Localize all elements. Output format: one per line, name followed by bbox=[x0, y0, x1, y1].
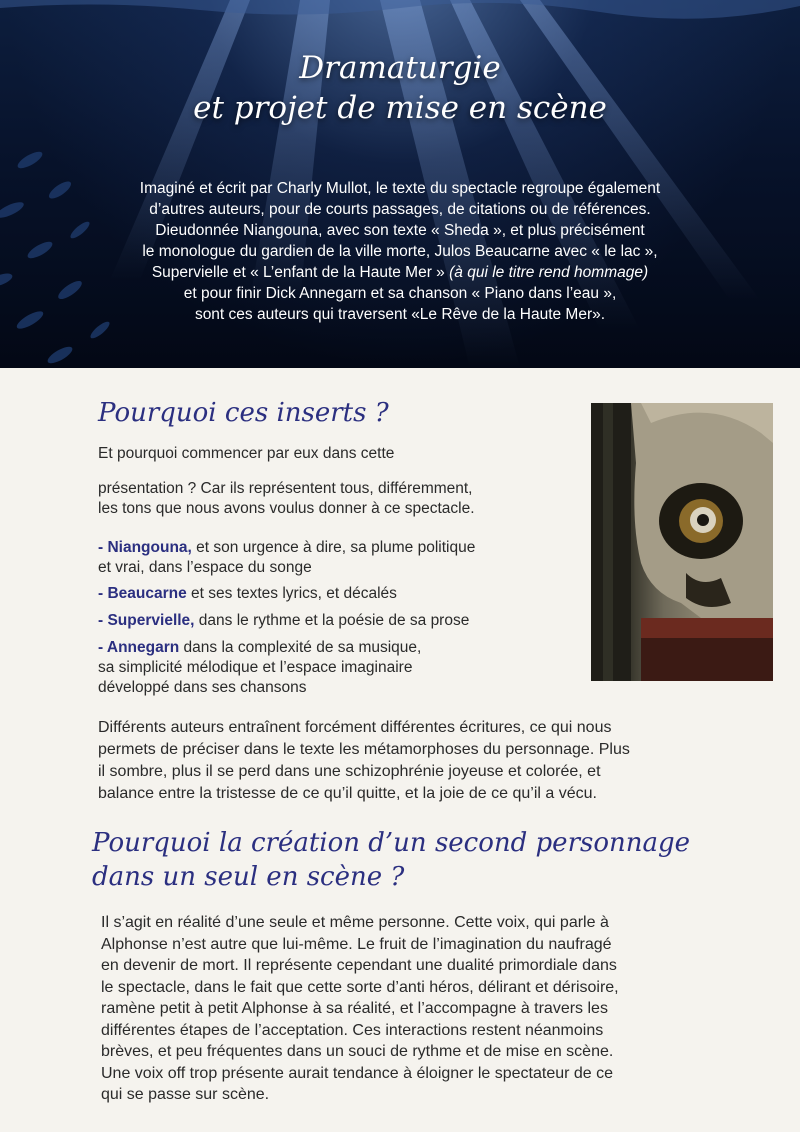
title-line-1: Dramaturgie bbox=[299, 50, 501, 86]
text-line: présentation ? Car ils représentent tous, différemment, bbox=[98, 480, 473, 497]
heading-line: Pourquoi la création d’un second personnage bbox=[92, 828, 691, 858]
heading-line: dans un seul en scène ? bbox=[92, 862, 405, 892]
text-line: permets de préciser dans le texte les métamorphoses du personnage. Plus bbox=[98, 741, 630, 758]
text-line: balance entre la tristesse de ce qu’il quitte, et la joie de ce qu’il a vécu. bbox=[98, 785, 597, 802]
text-line: différentes étapes de l’acceptation. Ces interactions restent néanmoins bbox=[101, 1021, 604, 1039]
section1-p1: Et pourquoi commencer par eux dans cette bbox=[98, 445, 395, 462]
text-line: Une voix off trop présente aurait tendance à éloigner le spectateur de ce bbox=[101, 1064, 614, 1082]
intro-paragraph bbox=[70, 178, 730, 325]
author-text: et vrai, dans l’espace du songe bbox=[98, 559, 312, 576]
section2-heading bbox=[92, 826, 690, 894]
intro-line: d’autres auteurs, pour de courts passages, de citations ou de références. bbox=[149, 201, 651, 218]
section1-p2 bbox=[98, 479, 475, 519]
intro-line: Dieudonnée Niangouna, avec son texte « Sheda », et plus précisément bbox=[155, 222, 645, 239]
text-line: en devenir de mort. Il représente cependant une dualité primordiale dans bbox=[101, 957, 617, 974]
section1-heading: Pourquoi ces inserts ? bbox=[98, 398, 389, 428]
text-line: Alphonse n’est autre que lui-même. Le fruit de l’imagination du naufragé bbox=[101, 935, 612, 953]
hero-banner bbox=[0, 0, 800, 368]
skull-photo bbox=[591, 403, 773, 681]
author-name: - Supervielle, bbox=[98, 612, 195, 629]
intro-italic-note: (à qui le titre rend hommage) bbox=[449, 264, 649, 281]
page-title bbox=[0, 48, 800, 128]
author-text: et son urgence à dire, sa plume politique bbox=[191, 539, 476, 556]
author-name: - Beaucarne bbox=[98, 585, 187, 602]
author-name: - Annegarn bbox=[98, 639, 180, 656]
text-line: le spectacle, dans le fait que cette sorte d’anti héros, délirant et dérisoire, bbox=[101, 978, 619, 996]
text-line: les tons que nous avons voulus donner à ce spectacle. bbox=[98, 500, 475, 517]
author-name: - Niangouna, bbox=[98, 539, 192, 556]
author-item-annegarn bbox=[98, 638, 421, 698]
text-line: brèves, et peu fréquentes dans un souci de rythme et de mise en scène. bbox=[101, 1043, 614, 1060]
section2-paragraph bbox=[101, 912, 619, 1106]
author-text: sa simplicité mélodique et l’espace imaginaire bbox=[98, 659, 413, 676]
intro-text: Supervielle et « L’enfant de la Haute Mer » bbox=[151, 264, 445, 281]
author-item-beaucarne bbox=[98, 584, 397, 604]
author-item-niangouna bbox=[98, 538, 475, 578]
intro-line bbox=[70, 262, 730, 283]
section1-p3 bbox=[98, 717, 630, 805]
author-item-supervielle bbox=[98, 611, 469, 631]
title-line-2: et projet de mise en scène bbox=[193, 90, 607, 126]
text-line: Il s’agit en réalité d’une seule et même personne. Cette voix, qui parle à bbox=[101, 914, 609, 931]
author-text: dans la complexité de sa musique, bbox=[179, 639, 422, 656]
text-line: ramène petit à petit Alphonse à sa réalité, et l’accompagne à travers les bbox=[101, 1000, 608, 1017]
text-line: qui se passe sur scène. bbox=[101, 1086, 270, 1103]
intro-line: sont ces auteurs qui traversent «Le Rêve de la Haute Mer». bbox=[194, 306, 606, 323]
skull-illustration bbox=[591, 403, 773, 681]
intro-line: Imaginé et écrit par Charly Mullot, le texte du spectacle regroupe également bbox=[139, 180, 661, 197]
author-text: dans le rythme et la poésie de sa prose bbox=[194, 612, 470, 629]
text-line: Différents auteurs entraînent forcément différentes écritures, ce qui nous bbox=[98, 719, 612, 736]
author-text: et ses textes lyrics, et décalés bbox=[186, 585, 397, 602]
text-line: il sombre, plus il se perd dans une schizophrénie joyeuse et colorée, et bbox=[98, 763, 601, 780]
intro-line: le monologue du gardien de la ville morte, Julos Beaucarne avec « le lac », bbox=[142, 243, 658, 260]
intro-line: et pour finir Dick Annegarn et sa chanson « Piano dans l’eau », bbox=[183, 285, 617, 302]
author-text: développé dans ses chansons bbox=[98, 679, 307, 696]
